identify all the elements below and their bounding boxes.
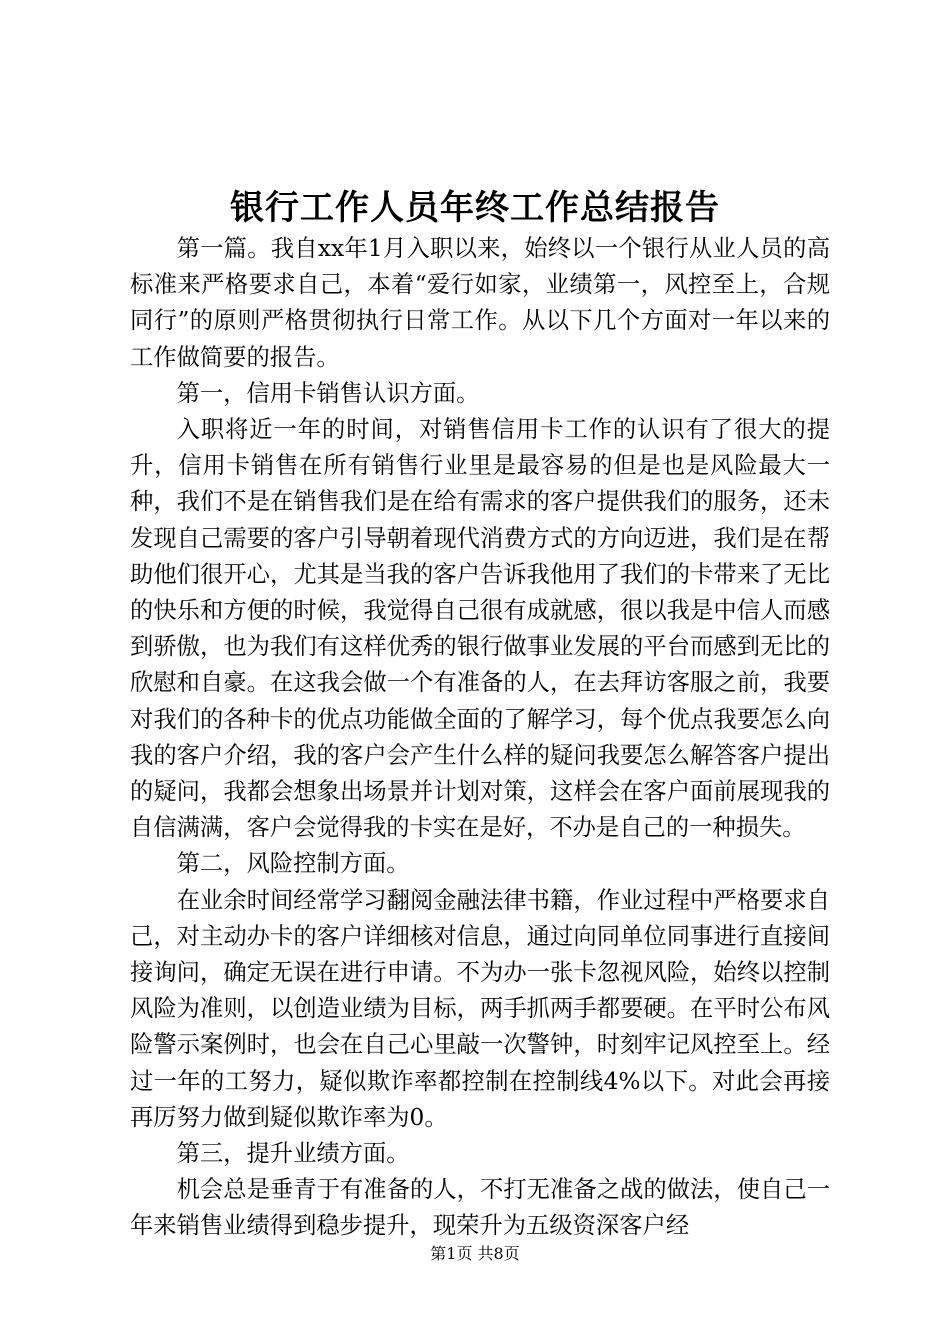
paragraph-section-1: 入职将近一年的时间，对销售信用卡工作的认识有了很大的提升，信用卡销售在所有销售行业里是最容易的但是也是风险最大一种，我们不是在销售我们是在给有需求的客户提供我们的服务，还未发现自己需要的客户引导朝着现代消费方式的方向迈进，我们是在帮助他们很开心，尤其是当我的客户告诉我他用了我们的卡带来了无比的快乐和方便的时候，我觉得自己很有成就感，很以我是中信人而感到骄傲，也为我们有这样优秀的银行做事业发展的平台而感到无比的欣慰和自豪。在这我会做一个有准备的人，在去拜访客服之前，我要对我们的各种卡的优点功能做全面的了解学习，每个优点我要怎么向我的客户介绍，我的客户会产生什么样的疑问我要怎么解答客户提出的疑问，我都会想象出场景并计划对策，这样会在客户面前展现我的自信满满，客户会觉得我的卡实在是好，不办是自己的一种损失。 (130, 416, 830, 842)
paragraph-section-3: 机会总是垂青于有准备的人，不打无准备之战的做法，使自己一年来销售业绩得到稳步提升，现荣升为五级资深客户经 (130, 1176, 830, 1240)
page-number-footer: 第1页 共8页 (430, 1244, 520, 1263)
document-body (130, 231, 830, 1245)
paragraph-intro: 第一篇。我自xx年1月入职以来，始终以一个银行从业人员的高标准来严格要求自己，本着“爱行如家，业绩第一，风控至上，合规同行”的原则严格贯彻执行日常工作。从以下几个方面对一年以来的工作做简要的报告。 (130, 235, 830, 371)
paragraph-section-2: 在业余时间经常学习翻阅金融法律书籍，作业过程中严格要求自己，对主动办卡的客户详细核对信息，通过向同单位同事进行直接间接询问，确定无误在进行申请。不为办一张卡忽视风险，始终以控制风险为准则，以创造业绩为目标，两手抓两手都要硬。在平时公布风险警示案例时，也会在自己心里敲一次警钟，时刻牢记风控至上。经过一年的工努力，疑似欺诈率都控制在控制线4%以下。对此会再接再厉努力做到疑似欺诈率为0。 (130, 886, 830, 1131)
heading-section-2: 第二，风险控制方面。 (176, 850, 410, 878)
heading-section-3: 第三，提升业绩方面。 (176, 1140, 410, 1168)
document-title: 银行工作人员年终工作总结报告 (230, 188, 720, 228)
heading-section-1: 第一，信用卡销售认识方面。 (176, 379, 480, 407)
